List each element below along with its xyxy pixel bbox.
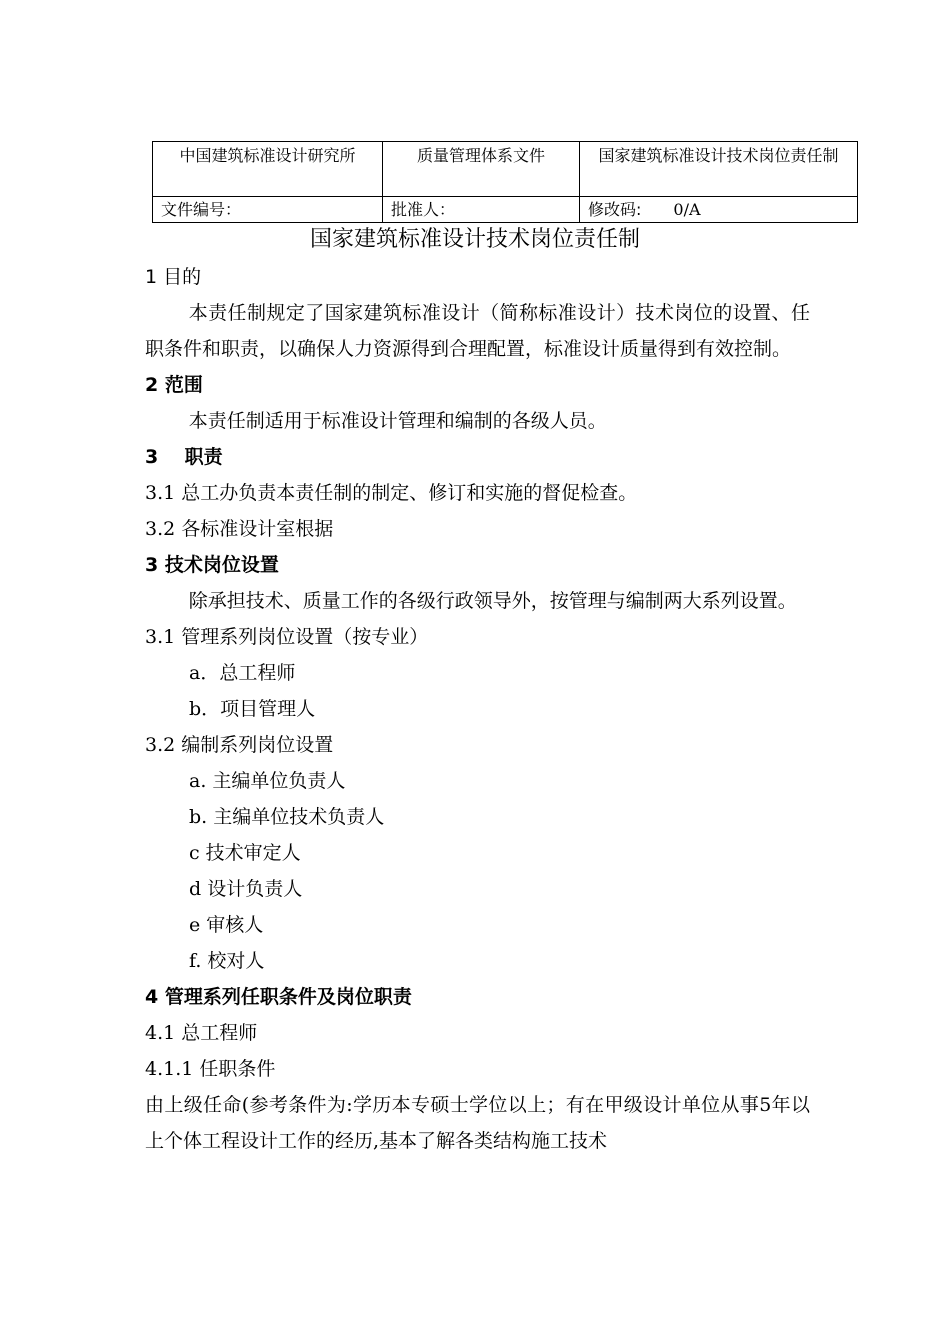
approver-label: 批准人： — [391, 200, 456, 219]
list-item: f. 校对人 — [189, 950, 265, 972]
list-item: a．总工程师 — [189, 662, 296, 684]
section-4-1-1: 4.1.1 任职条件 — [145, 1058, 276, 1080]
header-approver — [383, 197, 580, 223]
section-2-text: 本责任制适用于标准设计管理和编制的各级人员。 — [188, 410, 607, 432]
list-item: c 技术审定人 — [189, 842, 301, 864]
document-body — [145, 259, 810, 1159]
document-header-table — [152, 141, 858, 223]
header-org: 中国建筑标准设计研究所 — [153, 142, 383, 197]
header-doc-type: 质量管理体系文件 — [383, 142, 580, 197]
revision-value: 0/A — [673, 200, 701, 219]
list-item: b．项目管理人 — [189, 698, 316, 720]
list-item: b. 主编单位技术负责人 — [189, 806, 385, 828]
section-3-1: 3.1 总工办负责本责任制的制定、修订和实施的督促检查。 — [145, 482, 638, 504]
header-file-no — [153, 197, 383, 223]
header-row-1 — [153, 142, 858, 197]
section-1-heading: 1 目的 — [145, 266, 202, 288]
header-row-2 — [153, 197, 858, 223]
file-no-label: 文件编号： — [161, 200, 242, 219]
section-4-1: 4.1 总工程师 — [145, 1022, 258, 1044]
section-2-heading: 2 范围 — [145, 374, 203, 396]
section-3-2: 3.2 各标准设计室根据 — [145, 518, 334, 540]
list-item: a. 主编单位负责人 — [189, 770, 346, 792]
header-revision — [580, 197, 858, 223]
section-3b-2: 3.2 编制系列岗位设置 — [145, 734, 334, 756]
page-title: 国家建筑标准设计技术岗位责任制 — [309, 227, 640, 252]
section-3b-text: 除承担技术、质量工作的各级行政领导外，按管理与编制两大系列设置。 — [188, 590, 797, 612]
section-3b-1: 3.1 管理系列岗位设置（按专业） — [145, 626, 429, 648]
section-4-heading: 4 管理系列任职条件及岗位职责 — [145, 986, 412, 1008]
section-3-heading: 3 职责 — [145, 446, 223, 468]
section-3b-heading: 3 技术岗位设置 — [145, 554, 279, 576]
header-doc-title: 国家建筑标准设计技术岗位责任制 — [580, 142, 858, 197]
section-4-text: 由上级任命(参考条件为:学历本专硕士学位以上；有在甲级设计单位从事5年以上个体工程设计工作的经历,基本了解各类结构施工技术 — [145, 1094, 810, 1152]
list-item: e 审核人 — [189, 914, 264, 936]
list-item: d 设计负责人 — [189, 878, 303, 900]
revision-label: 修改码: — [588, 200, 642, 219]
section-1-text: 本责任制规定了国家建筑标准设计（简称标准设计）技术岗位的设置、任职条件和职责，以确保人力资源得到合理配置，标准设计质量得到有效控制。 — [145, 302, 810, 360]
